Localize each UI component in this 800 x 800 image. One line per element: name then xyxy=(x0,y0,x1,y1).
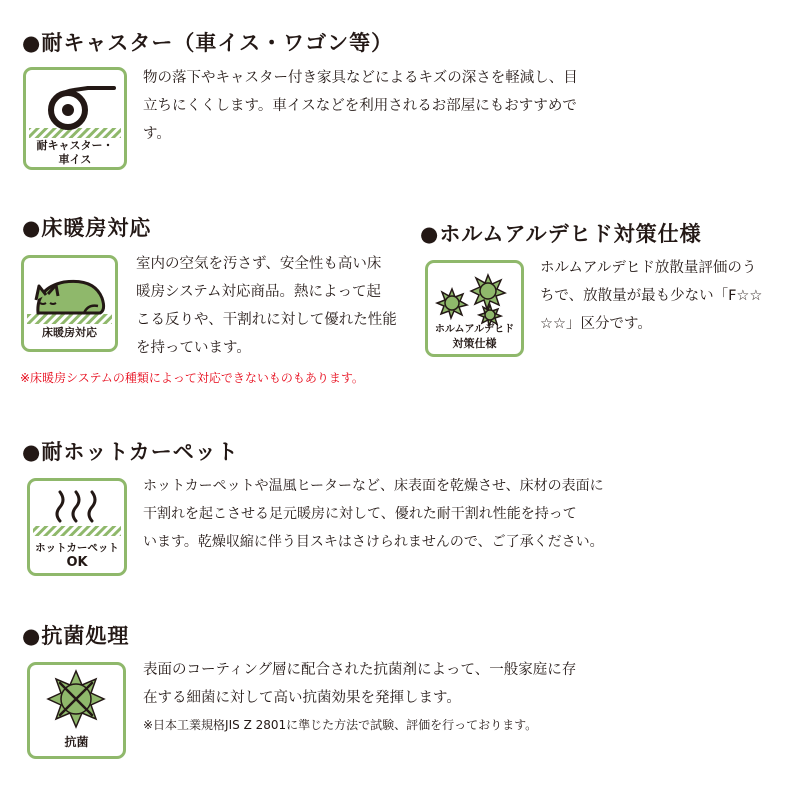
formaldehyde-badge-label-line1: ホルムアルデヒド xyxy=(434,324,515,335)
caster-desc-line: 物の落下やキャスター付き家具などによるキズの深さを軽減し、目 xyxy=(143,70,578,86)
floor-heating-desc-line: 室内の空気を汚さず、安全性も高い床 xyxy=(136,256,382,272)
antibacterial-heading: ●抗菌処理 xyxy=(22,624,130,648)
hot-carpet-badge xyxy=(27,478,127,576)
spiky-particles-icon xyxy=(437,275,505,326)
formaldehyde-desc-line: ホルムアルデヒド放散量評価のう xyxy=(540,260,757,276)
caster-wheel-icon xyxy=(51,88,114,127)
floor-heating-heading: ●床暖房対応 xyxy=(22,216,152,240)
caster-desc-line: す。 xyxy=(143,126,171,142)
formaldehyde-desc-line: ちで、放散量が最も少ない「F☆☆ xyxy=(540,288,763,304)
hot-carpet-badge-label-line2: OK xyxy=(66,555,88,570)
formaldehyde-heading: ●ホルムアルデヒド対策仕様 xyxy=(420,222,702,246)
formaldehyde-badge-label-line2: 対策仕様 xyxy=(452,337,497,350)
formaldehyde-badge xyxy=(425,260,524,357)
floor-heating-badge-label: 床暖房対応 xyxy=(42,326,97,339)
hot-carpet-desc-line: ホットカーペットや温風ヒーターなど、床表面を乾燥させ、床材の表面に xyxy=(143,478,604,494)
floor-heating-desc-line: を持っています。 xyxy=(136,340,251,356)
caster-badge xyxy=(23,67,127,170)
floor-heating-badge xyxy=(21,255,118,352)
formaldehyde-desc-line: ☆☆」区分です。 xyxy=(540,316,652,332)
antibacterial-badge xyxy=(27,662,126,759)
sleeping-cat-icon xyxy=(36,281,104,313)
floor-heating-desc-line: こる反りや、干割れに対して優れた性能 xyxy=(136,312,397,328)
antibacterial-jis-note: ※日本工業規格JIS Z 2801に準じた方法で試験、評価を行っております。 xyxy=(143,718,538,732)
hot-carpet-heading: ●耐ホットカーペット xyxy=(22,440,239,464)
crossed-germ-icon xyxy=(48,671,104,727)
caster-badge-label-line1: 耐キャスター・ xyxy=(36,139,114,152)
caster-heading: ●耐キャスター（車イス・ワゴン等） xyxy=(22,31,394,55)
hot-carpet-badge-label-line1: ホットカーペット xyxy=(35,542,119,554)
caster-desc-line: 立ちにくくします。車イスなどを利用されるお部屋にもおすすめで xyxy=(143,98,577,114)
antibacterial-badge-label: 抗菌 xyxy=(64,735,89,749)
antibacterial-desc-line: 在する細菌に対して高い抗菌効果を発揮します。 xyxy=(143,690,461,706)
floor-heating-desc-line: 暖房システム対応商品。熱によって起 xyxy=(136,284,382,300)
hot-carpet-desc-line: います。乾燥収縮に伴う目スキはさけられませんので、ご了承ください。 xyxy=(143,534,604,550)
floor-heating-warning-note: ※床暖房システムの種類によって対応できないものもあります。 xyxy=(20,371,364,385)
hot-carpet-desc-line: 干割れを起こさせる足元暖房に対して、優れた耐干割れ性能を持って xyxy=(143,506,577,522)
heat-waves-icon xyxy=(57,492,95,521)
antibacterial-desc-line: 表面のコーティング層に配合された抗菌剤によって、一般家庭に存 xyxy=(143,662,577,678)
caster-badge-label-line2: 車イス xyxy=(58,153,92,166)
